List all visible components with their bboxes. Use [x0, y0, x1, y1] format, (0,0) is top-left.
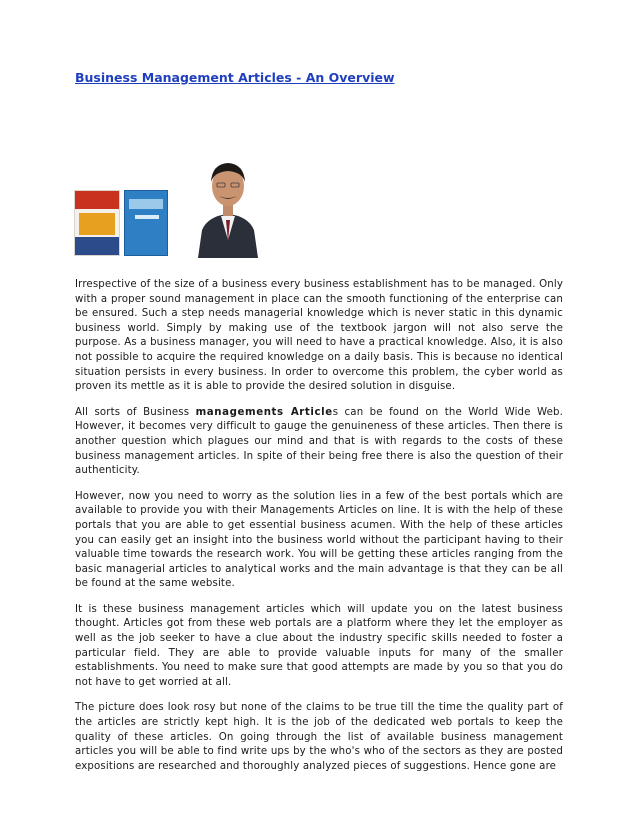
- paragraph-2-bold-phrase: managements Article: [195, 406, 333, 418]
- paragraph-4: It is these business management articles which will update you on the latest business thought. Articles got from these web portals are a platform where they let the employer as well as the job seeker to have a clue about the industry specific skills needed to foster a particular field. They are able to provide valuable inputs for many of the smaller establishments. You need to make sure that good attempts are made by you so that you do not have to get worried at all.: [75, 603, 563, 688]
- book-cover-left: [74, 190, 120, 256]
- paragraph-1: Irrespective of the size of a business every business establishment has to be managed. Only with a proper sound management in place can the smooth functioning of the enterprise can be ensured. Such a step needs managerial knowledge which is never static in this dynamic business world. Simply by making use of the textbook jargon will not also serve the purpose. As a business manager, you will need to have a practical knowledge. Also, it is also not possible to acquire the required knowledge on a daily basis. This is because no identical situation persists in every business. In order to overcome this problem, the cyber world as proven its mettle as it is able to provide the desired solution in disguise.: [75, 279, 563, 393]
- book-cover-right: [124, 190, 168, 256]
- businessman-portrait-image: [192, 150, 264, 258]
- paragraph-2-rest: s can be found on the World Wide Web. However, it becomes very difficult to gauge the genuineness of these articles. Then there is another question which plagues our mind and that is with regards to the costs of these business management articles. In spite of their being free there is also the question of their authenticity.: [75, 406, 563, 477]
- paragraph-3: However, now you need to worry as the solution lies in a few of the best portals which are available to provide you with their Managements Articles on line. It is with the help of these portals that you are able to get essential business acumen. With the help of these articles you can easily get an insight into the business world without the participant having to their valuable time towards the research work. You will be getting these articles ranging from the basic managerial articles to analytical works and the main advantage is that they can be all be found at the same website.: [75, 490, 563, 590]
- article-title-link[interactable]: Business Management Articles - An Overview: [75, 70, 395, 85]
- paragraph-2-start: All sorts of Business: [75, 406, 196, 418]
- header-illustration: [74, 150, 264, 258]
- paragraph-5: The picture does look rosy but none of the claims to be true till the time the quality part of the articles are strictly kept high. It is the job of the dedicated web portals to keep the quality of these articles. On going through the list of available business management articles you will be able to find write ups by the who's who of the sectors as they are posted expositions are researched and thoroughly analyzed pieces of suggestions. Hence gone are: [75, 702, 563, 772]
- paragraph-2: [75, 406, 563, 479]
- article-body: [75, 278, 563, 785]
